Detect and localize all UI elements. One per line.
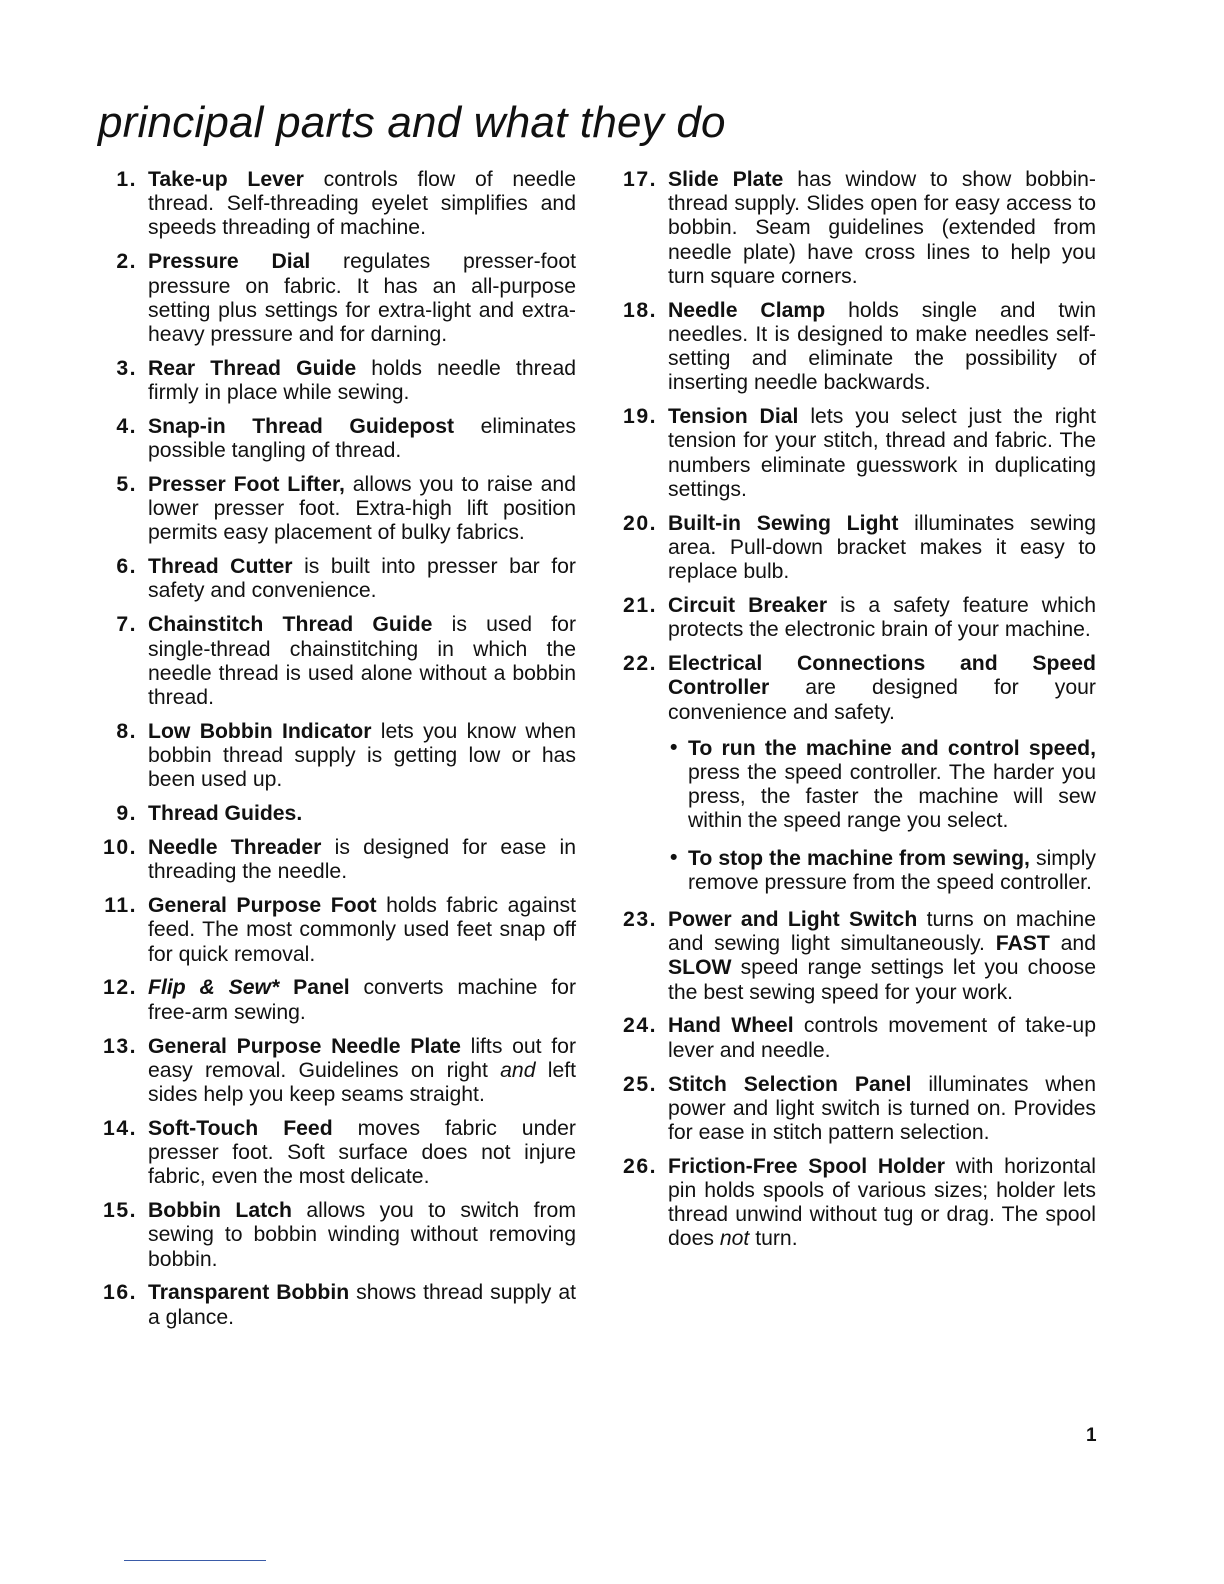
bullet-dot-icon: • bbox=[670, 735, 678, 759]
list-item bbox=[618, 652, 1096, 895]
item-number: 5. bbox=[116, 472, 137, 496]
item-number: 14. bbox=[103, 1116, 137, 1140]
item-term: Electrical Connections and Speed Controller bbox=[668, 652, 1096, 700]
item-description: eliminates possible tangling of thread. bbox=[148, 414, 576, 463]
item-description-bold-slow: SLOW bbox=[668, 956, 732, 980]
item-term: Circuit Breaker bbox=[668, 594, 828, 617]
item-number: 19. bbox=[623, 405, 657, 429]
item-term: Chainstitch Thread Guide bbox=[148, 613, 433, 637]
item-term: Rear Thread Guide bbox=[148, 356, 357, 380]
list-item bbox=[98, 473, 576, 546]
item-term: Built-in Sewing Light bbox=[668, 511, 899, 535]
item-number: 12. bbox=[103, 976, 137, 1000]
item-number: 16. bbox=[103, 1281, 137, 1305]
item-description-italic: not bbox=[719, 1227, 750, 1251]
bullet-item bbox=[668, 847, 1096, 895]
page-number: 1 bbox=[1086, 1425, 1097, 1446]
item-number: 21. bbox=[623, 594, 657, 617]
list-item bbox=[98, 802, 576, 826]
item-term-rest: Panel bbox=[279, 976, 350, 1000]
right-column bbox=[618, 168, 1096, 1261]
item-number: 1. bbox=[116, 168, 137, 191]
item-description-end: left sides help you keep seams straight. bbox=[148, 1058, 576, 1106]
item-term-italic: Flip & Sew* bbox=[148, 976, 280, 1000]
item-number: 22. bbox=[623, 652, 657, 676]
list-item bbox=[618, 1073, 1096, 1146]
item-description-bold-fast: FAST bbox=[995, 932, 1050, 956]
item-description: moves fabric under presser foot. Soft surface does not injure fabric, even the most delicate. bbox=[148, 1116, 576, 1189]
item-term: Slide Plate bbox=[668, 168, 784, 191]
list-item bbox=[618, 168, 1096, 289]
item-description-start: lifts out for easy removal. Guidelines on right bbox=[148, 1034, 576, 1082]
item-number: 11. bbox=[104, 894, 137, 918]
item-number: 25. bbox=[623, 1072, 657, 1096]
left-column bbox=[98, 168, 576, 1340]
item-number: 4. bbox=[116, 414, 137, 438]
item-description: allows you to raise and lower presser foot. Extra-high lift position permits easy placement of bulky fabrics. bbox=[148, 472, 576, 545]
list-item bbox=[98, 357, 576, 405]
list-item bbox=[98, 894, 576, 967]
item-description: regulates presser-foot pressure on fabric. It has an all-purpose setting plus settings for extra-light and extra-heavy pressure and for darning. bbox=[148, 250, 576, 346]
item-term: Soft-Touch Feed bbox=[148, 1116, 333, 1140]
item-number: 13. bbox=[103, 1034, 137, 1058]
item-term: Thread Cutter bbox=[148, 555, 293, 579]
item-term: Stitch Selection Panel bbox=[668, 1072, 912, 1096]
item-term: Presser Foot Lifter, bbox=[148, 472, 345, 496]
item-term: Bobbin Latch bbox=[148, 1199, 292, 1223]
item-description: controls movement of take-up lever and needle. bbox=[668, 1014, 1096, 1062]
item-term: Needle Clamp bbox=[668, 298, 826, 322]
item-description: is used for single-thread chainstitching in which the needle thread is used alone without a bobbin thread. bbox=[148, 613, 576, 709]
item-number: 9. bbox=[116, 802, 137, 826]
item-description: is built into presser bar for safety and convenience. bbox=[148, 555, 576, 603]
item-number: 20. bbox=[623, 511, 657, 535]
item-term: General Purpose Needle Plate bbox=[148, 1034, 461, 1058]
list-item bbox=[618, 1014, 1096, 1062]
list-item bbox=[618, 908, 1096, 1005]
bullet-item bbox=[668, 737, 1096, 834]
list-item bbox=[98, 720, 576, 793]
list-item bbox=[98, 836, 576, 884]
bullet-term: To stop the machine from sewing, bbox=[688, 846, 1030, 870]
page-title: principal parts and what they do bbox=[98, 98, 726, 147]
item-description: controls flow of needle thread. Self-threading eyelet simplifies and speeds threading of machine. bbox=[148, 168, 576, 240]
item-description: illuminates when power and light switch is turned on. Provides for ease in stitch pattern selection. bbox=[668, 1072, 1096, 1144]
item-description: has window to show bobbin-thread supply. Slides open for easy access to bobbin. Seam guidelines (extended from needle plate) have cross lines to help you turn square corners. bbox=[668, 168, 1096, 288]
list-item bbox=[98, 976, 576, 1024]
item-term: General Purpose Foot bbox=[148, 894, 377, 918]
list-item bbox=[98, 1281, 576, 1329]
item-description: converts machine for free-arm sewing. bbox=[148, 976, 576, 1024]
item-description: holds fabric against feed. The most commonly used feet snap off for quick removal. bbox=[148, 894, 576, 966]
bullet-description: press the speed controller. The harder you press, the faster the machine will sew within the speed range you select. bbox=[688, 760, 1096, 833]
list-item bbox=[618, 594, 1096, 642]
list-item bbox=[98, 1035, 576, 1108]
item-description-end: speed range settings let you choose the best sewing speed for your work. bbox=[668, 956, 1096, 1004]
item-term: Friction-Free Spool Holder bbox=[668, 1154, 945, 1178]
item-term: Low Bobbin Indicator bbox=[148, 719, 372, 743]
item-term: Needle Threader bbox=[148, 836, 322, 860]
item-description: illuminates sewing area. Pull-down bracket makes it easy to replace bulb. bbox=[668, 511, 1096, 584]
item-description: is designed for ease in threading the needle. bbox=[148, 836, 576, 884]
bullet-description: simply remove pressure from the speed controller. bbox=[688, 846, 1097, 894]
list-item bbox=[98, 415, 576, 463]
item-term: Hand Wheel bbox=[668, 1014, 794, 1038]
item-number: 17. bbox=[623, 168, 657, 191]
list-item bbox=[98, 250, 576, 347]
item-description: lets you know when bobbin thread supply is getting low or has been used up. bbox=[148, 719, 577, 792]
item-term: Transparent Bobbin bbox=[148, 1281, 350, 1305]
item-term: Tension Dial bbox=[668, 405, 799, 429]
item-number: 3. bbox=[116, 356, 137, 380]
item-term: Take-up Lever bbox=[148, 168, 304, 191]
item-term: Power and Light Switch bbox=[668, 907, 918, 931]
list-item bbox=[98, 555, 576, 603]
item-description-italic: and bbox=[500, 1058, 536, 1082]
item-description: is a safety feature which protects the electronic brain of your machine. bbox=[668, 594, 1096, 642]
footer-rule bbox=[124, 1560, 266, 1561]
item-description-end: turn. bbox=[749, 1227, 798, 1251]
item-description-start: with horizontal pin holds spools of various sizes; holder lets thread unwind without tug or drag. The spool does bbox=[668, 1154, 1096, 1251]
item-term: Thread Guides. bbox=[148, 802, 303, 826]
item-number: 6. bbox=[116, 555, 137, 579]
item-term: Pressure Dial bbox=[148, 250, 311, 274]
item-number: 2. bbox=[116, 250, 137, 274]
item-number: 8. bbox=[116, 719, 137, 743]
item-description-start: turns on machine and sewing light simultaneously. bbox=[668, 907, 1096, 956]
item-description: shows thread supply at a glance. bbox=[148, 1281, 577, 1329]
item-description: holds single and twin needles. It is designed to make needles self-setting and eliminate the possibility of inserting needle backwards. bbox=[668, 298, 1096, 395]
item-term: Snap-in Thread Guidepost bbox=[148, 414, 455, 438]
list-item bbox=[618, 512, 1096, 585]
bullet-dot-icon: • bbox=[670, 845, 678, 869]
list-item bbox=[98, 1117, 576, 1190]
list-item bbox=[618, 1155, 1096, 1252]
speed-control-bullets bbox=[668, 737, 1096, 895]
item-number: 15. bbox=[103, 1199, 137, 1223]
item-number: 18. bbox=[623, 298, 657, 322]
item-number: 23. bbox=[623, 907, 657, 931]
item-number: 10. bbox=[103, 836, 137, 860]
bullet-term: To run the machine and control speed, bbox=[688, 736, 1096, 760]
item-description: lets you select just the right tension for your stitch, thread and fabric. The numbers eliminate guesswork in duplicating settings. bbox=[668, 405, 1096, 501]
list-item bbox=[618, 299, 1096, 396]
item-number: 26. bbox=[623, 1154, 657, 1178]
item-description-mid: and bbox=[1049, 932, 1096, 956]
list-item bbox=[98, 1199, 576, 1272]
item-description: holds needle thread firmly in place while sewing. bbox=[148, 356, 577, 404]
item-number: 24. bbox=[623, 1014, 657, 1038]
item-term bbox=[148, 976, 350, 999]
list-item bbox=[98, 613, 576, 710]
item-description: allows you to switch from sewing to bobbin winding without removing bobbin. bbox=[148, 1199, 576, 1271]
item-number: 7. bbox=[116, 613, 137, 637]
item-description: are designed for your convenience and safety. bbox=[668, 676, 1096, 724]
list-item bbox=[98, 168, 576, 241]
list-item bbox=[618, 405, 1096, 502]
